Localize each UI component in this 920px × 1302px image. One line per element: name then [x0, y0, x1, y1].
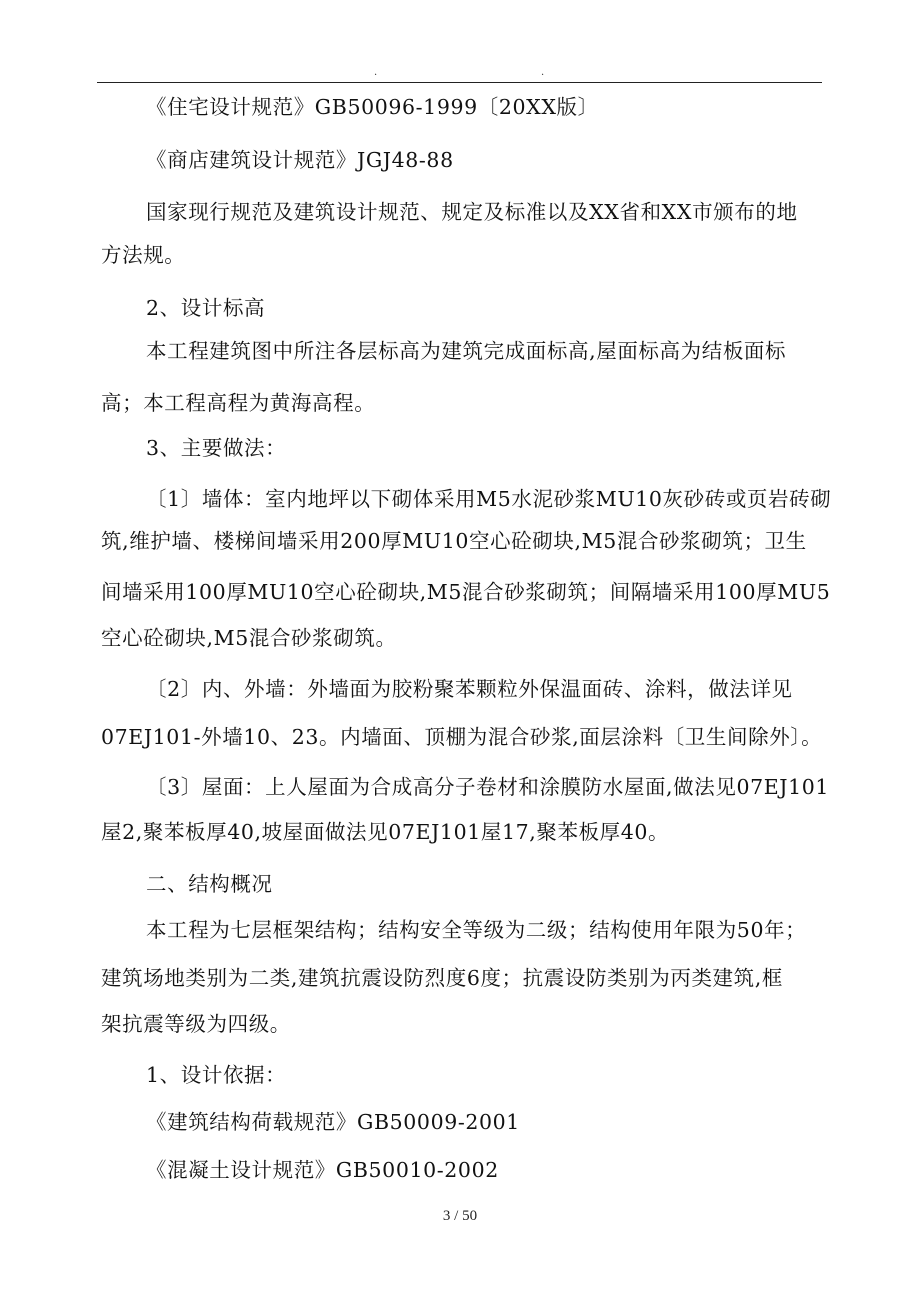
text-line: 〔3〕屋面：上人屋面为合成高分子卷材和涂膜防水屋面,做法见07EJ101 [146, 775, 830, 799]
text-line: 方法规。 [101, 243, 186, 267]
text-line: 架抗震等级为四级。 [101, 1012, 291, 1036]
header-dot-left: . [374, 67, 378, 78]
text-line: 高；本工程高程为黄海高程。 [101, 391, 376, 415]
header-dot-right: . [541, 67, 545, 78]
text-line: 《商店建筑设计规范》JGJ48-88 [146, 148, 454, 172]
text-line: 〔1〕墙体：室内地坪以下砌体采用M5水泥砂浆MU10灰砂砖或页岩砖砌 [146, 487, 832, 511]
text-line: 《建筑结构荷载规范》GB50009-2001 [146, 1110, 520, 1134]
page-number: 3 / 50 [442, 1208, 478, 1224]
text-line: 本工程建筑图中所注各层标高为建筑完成面标高,屋面标高为结板面标 [146, 339, 787, 363]
text-line: 《混凝土设计规范》GB50010-2002 [146, 1158, 499, 1182]
text-line: 屋2,聚苯板厚40,坡屋面做法见07EJ101屋17,聚苯板厚40。 [101, 820, 670, 844]
text-line: 国家现行规范及建筑设计规范、规定及标准以及XX省和XX市颁布的地 [146, 200, 798, 224]
section-heading: 2、设计标高 [146, 296, 266, 320]
section-heading: 3、主要做法： [146, 436, 287, 460]
text-line: 间墙采用100厚MU10空心砼砌块,M5混合砂浆砌筑；间隔墙采用100厚MU5 [101, 580, 831, 604]
text-line: 〔2〕内、外墙：外墙面为胶粉聚苯颗粒外保温面砖、涂料，做法详见 [146, 677, 793, 701]
header-rule [97, 82, 822, 83]
text-line: 《住宅设计规范》GB50096-1999〔20XX版〕 [146, 95, 599, 119]
text-line: 07EJ101-外墙10、23。内墙面、顶棚为混合砂浆,面层涂料〔卫生间除外〕。 [101, 725, 823, 749]
text-line: 筑,维护墙、楼梯间墙采用200厚MU10空心砼砌块,M5混合砂浆砌筑；卫生 [101, 529, 807, 553]
section-heading: 二、结构概况 [146, 872, 273, 896]
text-line: 建筑场地类别为二类,建筑抗震设防烈度6度；抗震设防类别为丙类建筑,框 [101, 966, 783, 990]
text-line: 本工程为七层框架结构；结构安全等级为二级；结构使用年限为50年； [146, 918, 807, 942]
text-line: 空心砼砌块,M5混合砂浆砌筑。 [101, 626, 397, 650]
section-heading: 1、设计依据： [146, 1063, 287, 1087]
